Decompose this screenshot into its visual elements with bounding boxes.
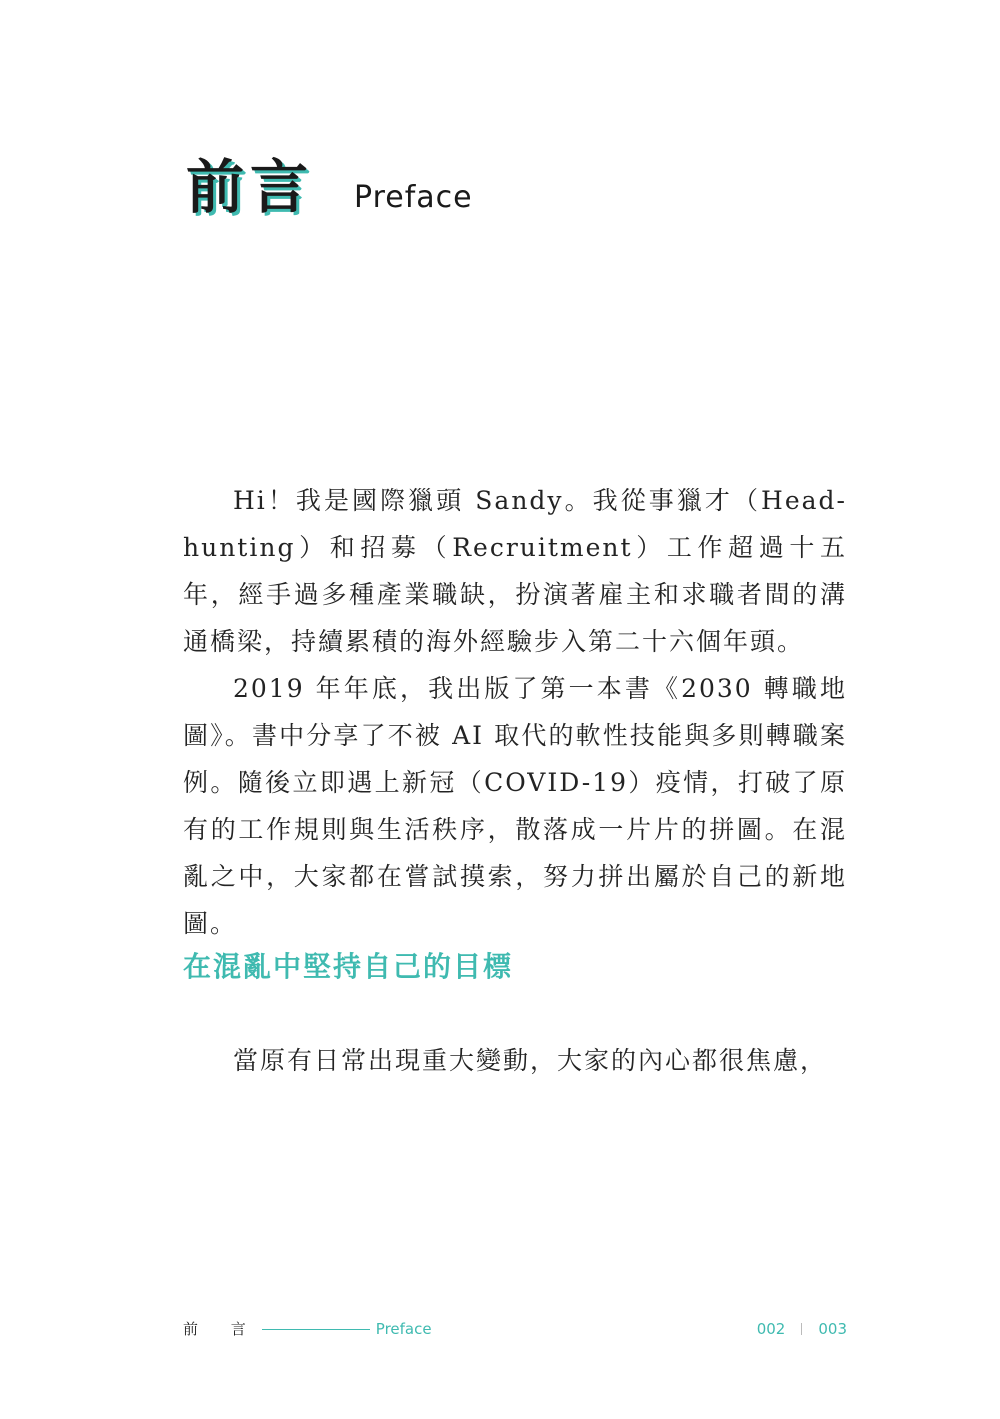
chapter-title	[186, 152, 473, 222]
paragraph-book-intro: 2019 年年底，我出版了第一本書《2030 轉職地圖》。書中分享了不被 AI 取代的軟性技能與多則轉職案例。隨後立即遇上新冠（COVID-19）疫情，打破了原有的工作規則與生活秩序，散落成一片片的拼圖。在混亂之中，大家都在嘗試摸索，努力拼出屬於自己的新地圖。	[183, 674, 847, 938]
running-footer-title	[183, 1316, 432, 1342]
paragraph-section-start: 當原有日常出現重大變動，大家的內心都很焦慮，	[233, 1046, 828, 1075]
body-text-section	[183, 1037, 847, 1084]
paragraph-intro: Hi！我是國際獵頭 Sandy。我從事獵才（Head-hunting）和招募（Recruitment）工作超過十五年，經手過多種產業職缺，扮演著雇主和求職者間的溝通橋梁，持續累積的海外經驗步入第二十六個年頭。	[183, 486, 847, 656]
footer-section-chinese: 前 言	[183, 1320, 260, 1338]
section-heading: 在混亂中堅持自己的目標	[183, 950, 514, 983]
body-text	[183, 477, 847, 947]
footer-section-english: Preface	[375, 1320, 432, 1338]
page-number-left: 002	[756, 1320, 786, 1338]
page-numbers	[757, 1316, 847, 1342]
chapter-title-chinese: 前言	[186, 153, 315, 221]
page-footer	[183, 1316, 847, 1342]
page-number-right: 003	[818, 1320, 847, 1338]
footer-rule-line	[262, 1329, 370, 1330]
chapter-title-english: Preface	[354, 180, 473, 215]
page-number-divider	[801, 1323, 802, 1335]
